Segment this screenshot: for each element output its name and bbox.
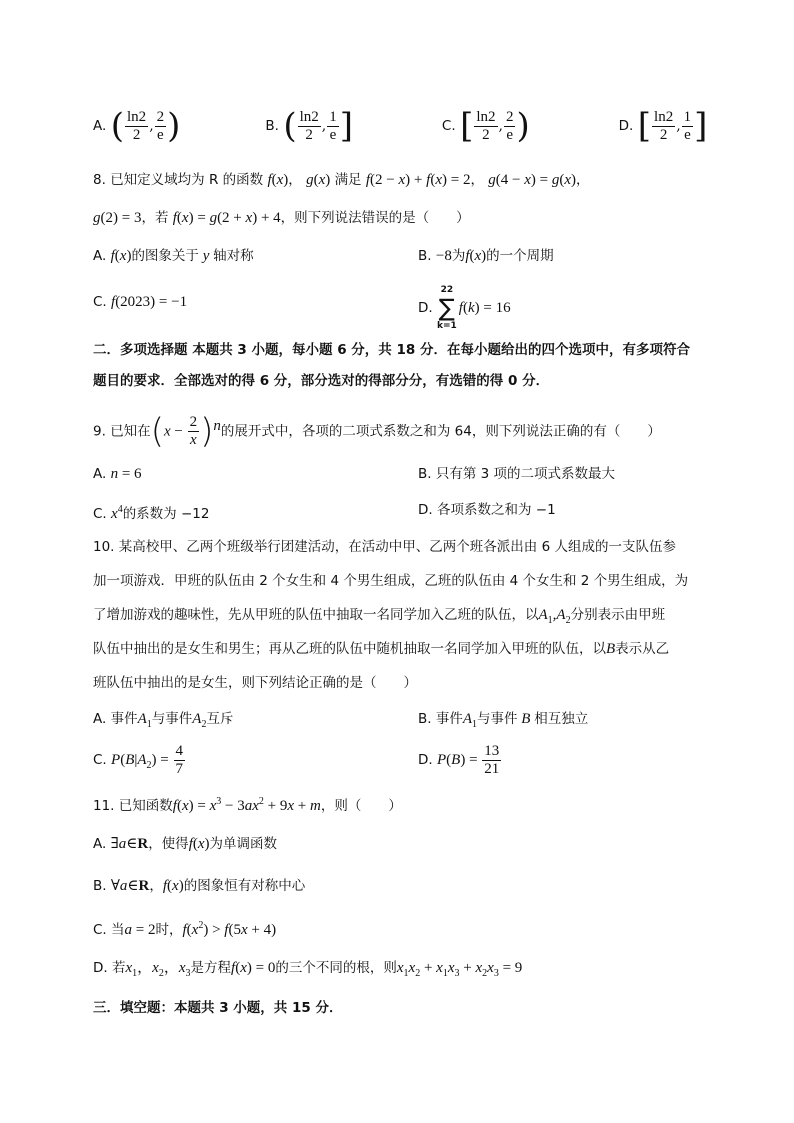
q7-option-a-label: A. xyxy=(93,118,107,134)
q11-option-b-label: B. xyxy=(93,878,107,894)
q10-stem-text: 队伍中抽出的是女生和男生；再从乙班的队伍中随机抽取一名同学加入甲班的队伍，以 xyxy=(93,641,606,657)
q9-option-a[interactable]: A. n = 6 xyxy=(93,466,142,482)
frac-den: 2 xyxy=(482,126,490,143)
q11-option-d-label: D. xyxy=(93,960,108,976)
q10-option-c-label: C. xyxy=(93,752,107,768)
q9-option-b-text: 只有第 3 项的二项式系数最大 xyxy=(435,466,616,482)
q7-option-b[interactable]: B. ( $\frac{\ln 2}{2}$ , $\frac{1}{e}$ ] xyxy=(265,106,353,146)
q8-option-a-text: 的图象关于 xyxy=(131,248,199,264)
q8-stem-line2: g(2) = 3，若 f(x) = g(2 + x) + 4，则下列说法错误的是（ ） xyxy=(93,210,470,226)
frac-den: 7 xyxy=(175,760,184,777)
q10-option-a-label: A. xyxy=(93,711,107,727)
q11-stem: 11. 已知函数$f(x) = x^3 - 3ax^2 + 9x + m$，则（ ） xyxy=(93,796,402,814)
q10-stem-line2: 加一项游戏．甲班的队伍由 2 个女生和 4 个男生组成，乙班的队伍由 4 个女生和 2 个男生组成，为 xyxy=(93,573,689,589)
q8-option-a[interactable]: A. f(x)的图象关于 y 轴对称 xyxy=(93,248,254,264)
frac-num: 1 xyxy=(329,108,337,125)
q9-stem-text: 的展开式中，各项的二项式系数之和为 64，则下列说法正确的有（ ） xyxy=(220,423,661,440)
q11-stem-text: 已知函数 xyxy=(118,798,173,814)
q8-option-d-label: D. xyxy=(418,300,433,316)
q10-option-a[interactable]: A. 事件$A_1$与事件$A_2$互斥 xyxy=(93,711,234,730)
q7-option-b-label: B. xyxy=(265,118,279,134)
section2-heading: 二．多项选择题 本题共 3 小题，每小题 6 分，共 18 分．在每小题给出的四个选项中，有多项符合 xyxy=(93,342,690,358)
q10-option-a-text: 事件 xyxy=(110,711,138,727)
frac-den: e xyxy=(157,126,164,143)
q10-stem-line4: 队伍中抽出的是女生和男生；再从乙班的队伍中随机抽取一名同学加入甲班的队伍，以B表示从乙 xyxy=(93,641,670,657)
q11-option-c-label: C. xyxy=(93,922,107,938)
sum-upper-limit: 22 xyxy=(440,285,454,295)
q9-option-b-label: B. xyxy=(418,466,432,482)
q9-option-d[interactable] xyxy=(418,500,556,520)
q11-number: 11. xyxy=(93,798,115,814)
q11-option-c-text: 当 xyxy=(111,922,125,938)
q8-option-b-text: 为 xyxy=(451,248,466,264)
q11-option-d-text: 的三个不同的根，则 xyxy=(275,960,397,976)
q9-option-b[interactable] xyxy=(418,464,615,484)
q8-stem-line1: 8. 已知定义域均为 R 的函数 f(x)， g(x) 满足 f(2 − x) + f(x) = 2， g(4 − x) = g(x)， xyxy=(93,172,590,188)
frac-den: 21 xyxy=(484,760,500,777)
q11-option-a-text: 为单调函数 xyxy=(209,836,278,852)
q11-option-d-text: 是方程 xyxy=(190,960,232,976)
q8-option-b[interactable]: B. −8为f(x)的一个周期 xyxy=(418,248,554,264)
q11-option-d[interactable]: D. 若$x_1$，$x_2$，$x_3$是方程f(x) = 0的三个不同的根，则$x_1x_2 + x_1x_3 + x_2x_3 = 9$ xyxy=(93,960,523,979)
q8-option-b-text: 的一个周期 xyxy=(486,248,554,264)
q7-option-a[interactable]: A. ( $\frac{\ln 2}{2}$ , $\frac{2}{e}$ ) xyxy=(93,106,181,146)
q10-stem-line3: 了增加游戏的趣味性，先从甲班的队伍中抽取一名同学加入乙班的队伍，以$A_1,A_2$分别表示由甲班 xyxy=(93,607,666,626)
q11-option-b-text: ， xyxy=(149,878,163,894)
q10-option-b[interactable]: B. 事件$A_1$与事件 B 相互独立 xyxy=(418,711,589,730)
q9-option-a-label: A. xyxy=(93,466,107,482)
q9-stem-text: 已知在 xyxy=(110,423,151,440)
q10-option-a-text: 互斥 xyxy=(206,711,234,727)
q10-number: 10. xyxy=(93,539,115,555)
frac-den: e xyxy=(506,126,514,143)
q7-option-c-label: C. xyxy=(441,118,456,134)
section2-heading-cont: 题目的要求．全部选对的得 6 分，部分选对的得部分分，有选错的得 0 分． xyxy=(93,373,550,389)
q9-option-d-text: 各项系数之和为 −1 xyxy=(436,502,556,518)
sum-lower-limit: k=1 xyxy=(436,321,457,331)
q7-option-c[interactable]: C. [ $\frac{\ln 2}{2}$ , $\frac{2}{e}$ ) xyxy=(441,106,530,146)
q11-option-c[interactable]: C. 当a = 2时，$f(x^2) > f(5x + 4)$ xyxy=(93,920,277,938)
frac-den: 2 xyxy=(659,126,668,143)
q9-option-c-label: C. xyxy=(93,506,107,522)
q10-option-a-text: 与事件 xyxy=(151,711,193,727)
q9-option-c[interactable]: C. $x^4$的系数为 −12 xyxy=(93,504,210,522)
q9-number: 9. xyxy=(93,423,106,440)
frac-num: ln2 xyxy=(654,108,674,125)
q11-option-b-text: 的图象恒有对称中心 xyxy=(183,878,306,894)
frac-den: e xyxy=(329,126,337,143)
frac-den: 2 xyxy=(305,126,313,143)
q11-option-a-label: A. xyxy=(93,836,107,852)
frac-num: 13 xyxy=(484,742,500,759)
q11-option-d-text: 若 xyxy=(111,960,126,976)
q7-option-d-label: D. xyxy=(618,118,634,134)
section3-heading: 三．填空题：本题共 3 小题，共 15 分． xyxy=(93,1000,343,1016)
q8-option-c[interactable]: C. f(2023) = −1 xyxy=(93,294,188,310)
q8-stem-text: ，则下列说法错误的是（ ） xyxy=(280,210,470,226)
q10-option-d-label: D. xyxy=(418,752,433,768)
frac-num: ln2 xyxy=(127,108,147,125)
frac-num: ln2 xyxy=(476,108,496,125)
q10-stem-text: 表示从乙 xyxy=(615,641,670,657)
q8-option-a-label: A. xyxy=(93,248,107,264)
q9-option-d-label: D. xyxy=(418,502,433,518)
frac-num: 1 xyxy=(683,108,692,125)
q11-option-c-text: 时， xyxy=(155,922,183,938)
q10-stem-line1 xyxy=(93,537,676,557)
frac-num: 2 xyxy=(505,108,514,125)
q8-stem-text: 满足 xyxy=(334,172,362,188)
q11-stem-text: ，则（ ） xyxy=(320,798,402,814)
q11-option-b[interactable]: B. ∀a∈R，f(x)的图象恒有对称中心 xyxy=(93,878,306,894)
q8-option-c-label: C. xyxy=(93,294,107,310)
q9-option-c-text: 的系数为 −12 xyxy=(122,506,210,522)
q10-option-b-text: 与事件 xyxy=(477,711,518,727)
frac-den: e xyxy=(684,126,691,143)
q10-option-c[interactable]: C. $P(B|A_2)$ = $\frac{4}{7}$ xyxy=(93,742,184,777)
q11-option-a[interactable]: A. ∃a∈R，使得f(x)为单调函数 xyxy=(93,836,278,852)
q10-stem-line5: 班队伍中抽出的是女生，则下列结论正确的是（ ） xyxy=(93,675,417,691)
q10-option-b-label: B. xyxy=(418,711,432,727)
q10-stem-text: 了增加游戏的趣味性，先从甲班的队伍中抽取一名同学加入乙班的队伍，以 xyxy=(93,607,539,623)
q10-option-d[interactable]: D. P(B) = $\frac{13}{21}$ xyxy=(418,742,500,777)
frac-num: 2 xyxy=(156,108,165,125)
frac-num: ln2 xyxy=(299,108,319,125)
q11-option-a-text: ，使得 xyxy=(148,836,189,852)
q9-stem: 9. 已知在(x − $\frac{2}{x}$ )$^n$的展开式中，各项的二项式系数之和为 64，则下列说法正确的有（ ） xyxy=(93,411,661,452)
frac-num: 4 xyxy=(175,742,184,759)
q10-option-b-text: 相互独立 xyxy=(534,711,589,727)
q10-stem-text: 某高校甲、乙两个班级举行团建活动，在活动中甲、乙两个班各派出由 6 人组成的一支队伍参 xyxy=(118,539,676,555)
q8-number: 8. xyxy=(93,172,106,188)
q8-option-a-text: 轴对称 xyxy=(213,248,254,264)
q7-options-row xyxy=(93,106,707,146)
q8-option-b-label: B. xyxy=(418,248,432,264)
q10-option-b-text: 事件 xyxy=(435,711,463,727)
q10-stem-text: 分别表示由甲班 xyxy=(570,607,666,623)
q8-option-d[interactable]: D. 22 ∑ k=1 f(k) = 16 xyxy=(418,285,511,331)
q8-stem-text: ，若 xyxy=(141,210,169,226)
q8-stem-text: 已知定义域均为 R 的函数 xyxy=(110,172,264,188)
frac-den: 2 xyxy=(132,126,141,143)
q7-option-d[interactable]: D. [ $\frac{\ln 2}{2}$ , $\frac{1}{e}$ ] xyxy=(618,106,708,146)
